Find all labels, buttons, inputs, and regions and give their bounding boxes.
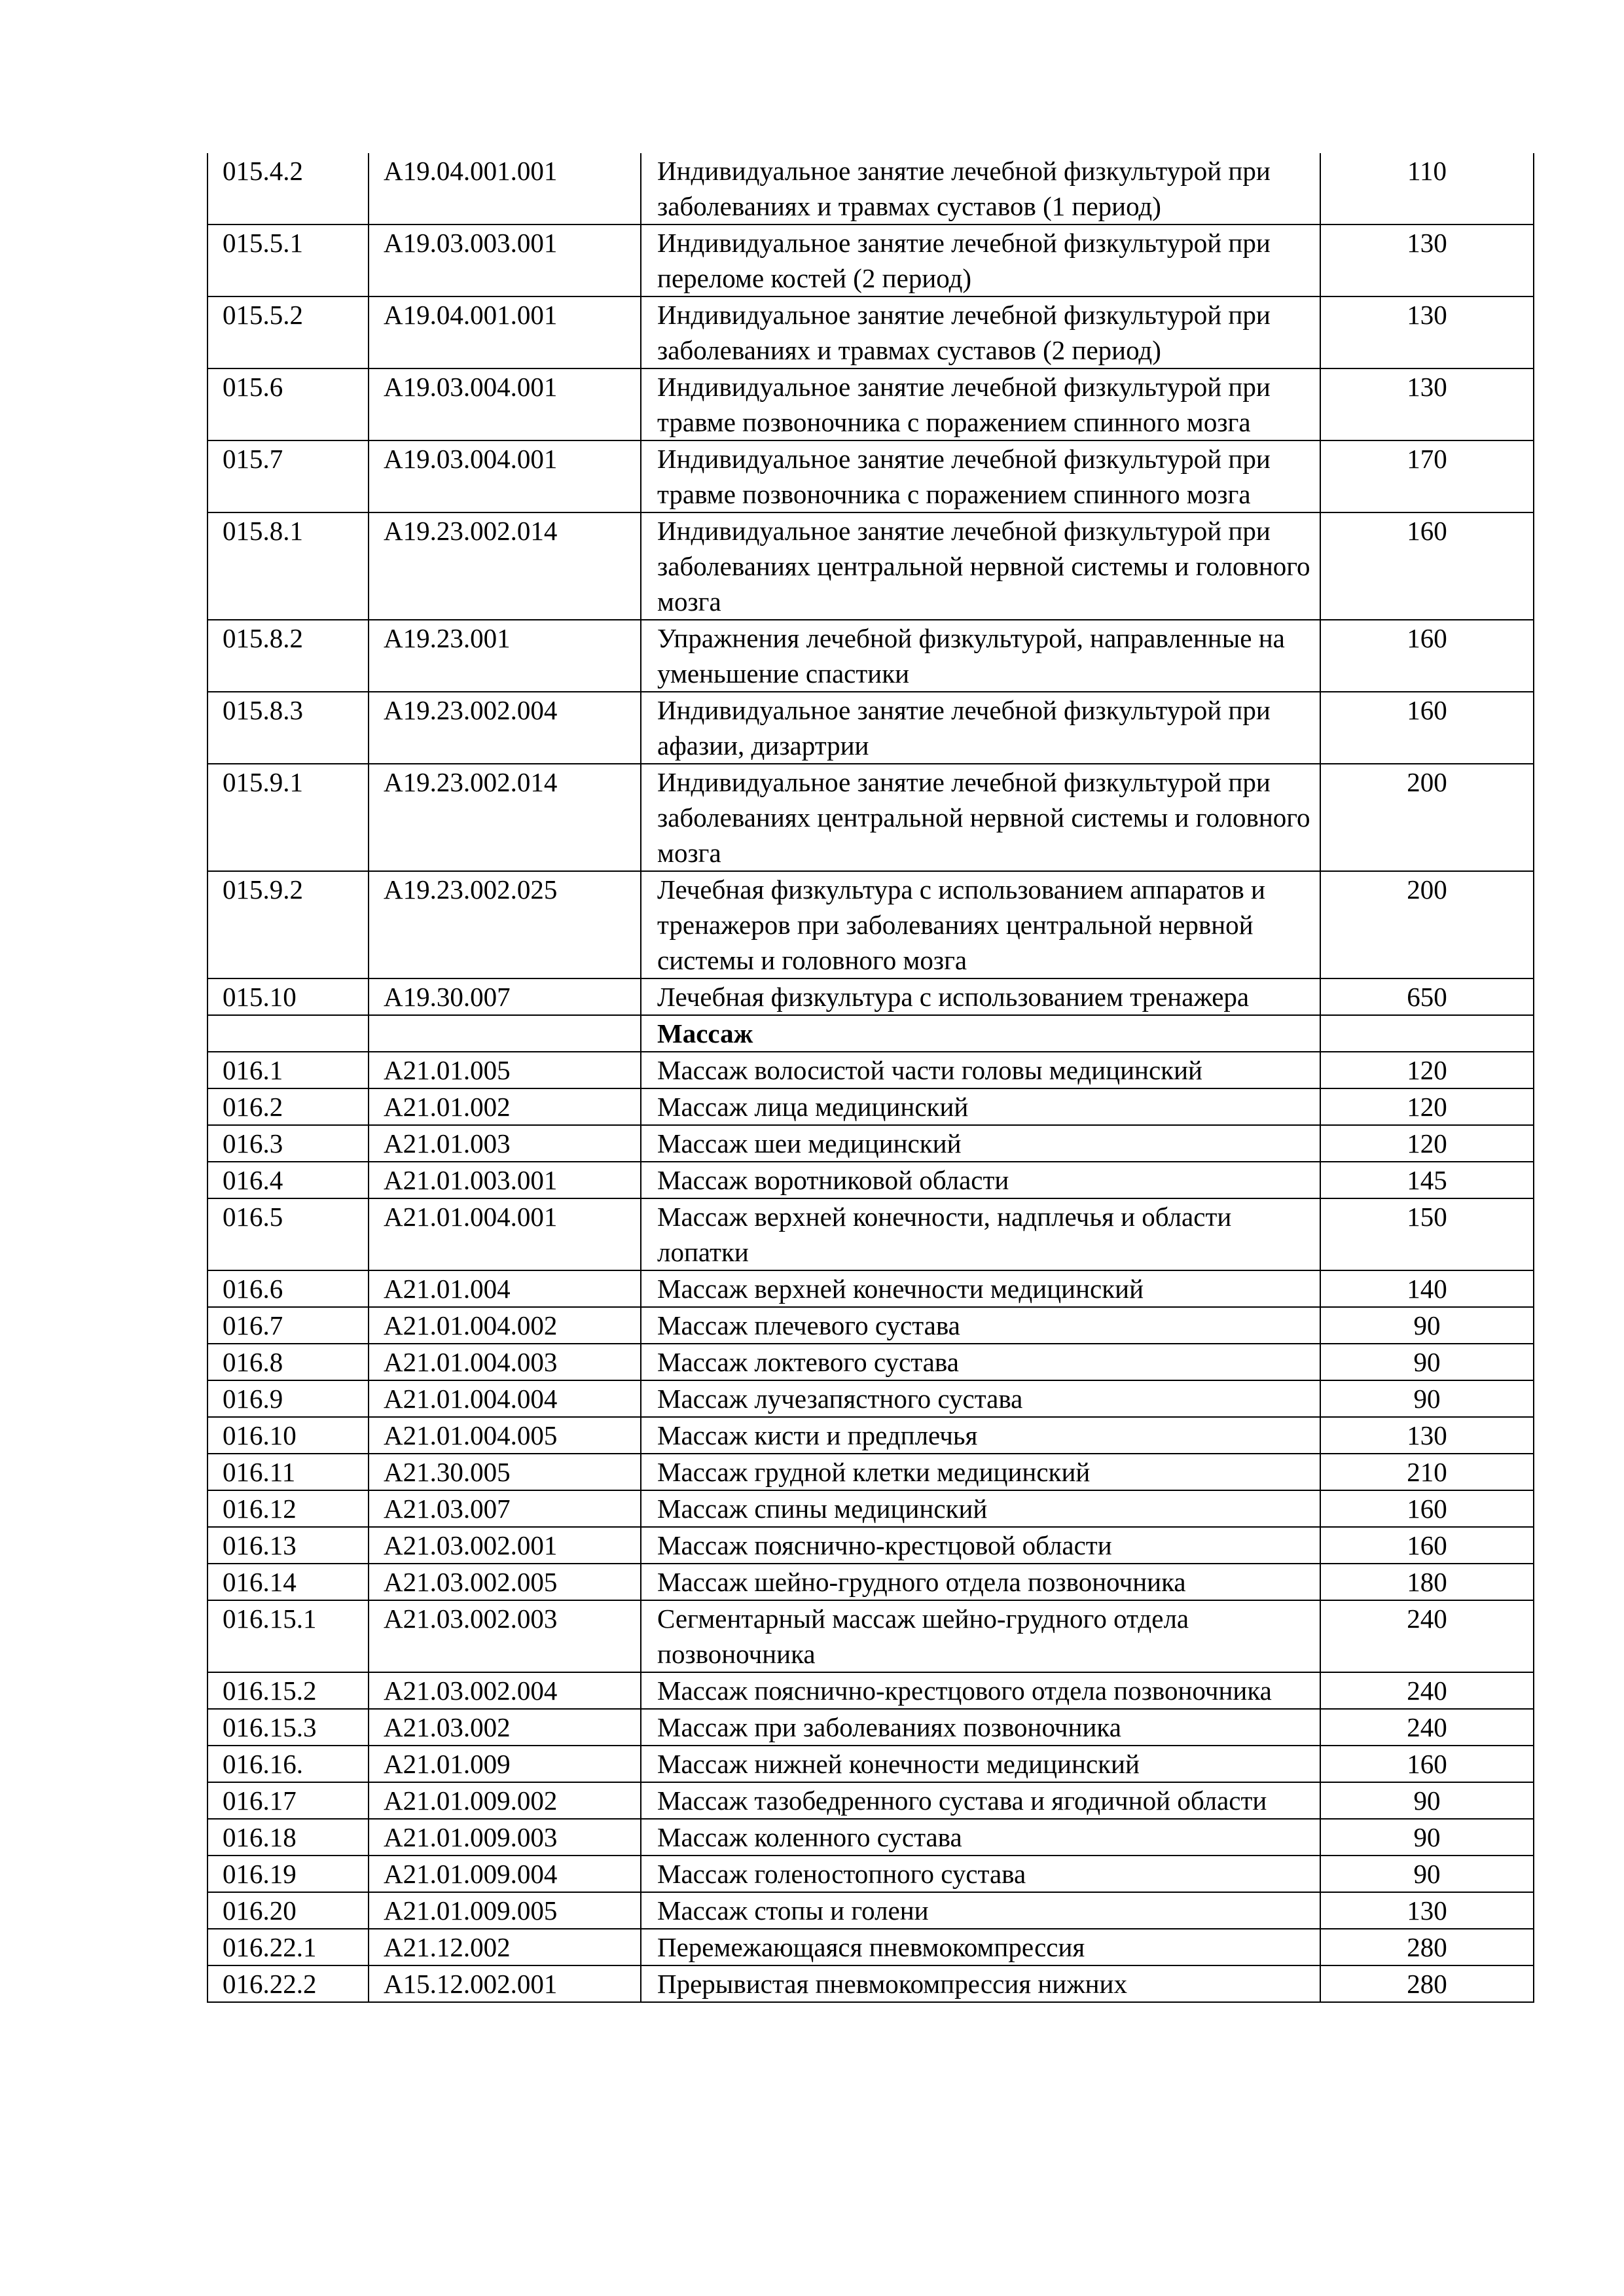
service-name-cell: Массаж грудной клетки медицинский [641,1454,1320,1490]
service-number-cell: 015.6 [208,368,369,440]
service-name-cell: Упражнения лечебной физкультурой, направленные на уменьшение спастики [641,620,1320,692]
service-name-cell: Массаж шейно-грудного отдела позвоночника [641,1564,1320,1600]
service-name-cell: Массаж тазобедренного сустава и ягодичной области [641,1782,1320,1819]
table-row [208,440,1534,512]
service-number-cell: 015.5.2 [208,296,369,368]
service-price-cell: 150 [1320,1198,1534,1270]
service-number-cell: 015.8.1 [208,512,369,620]
service-price-cell: 130 [1320,1892,1534,1929]
service-name-cell: Массаж лучезапястного сустава [641,1380,1320,1417]
service-number-cell: 016.18 [208,1819,369,1856]
service-number-cell: 016.8 [208,1344,369,1380]
service-price-cell: 160 [1320,1490,1534,1527]
service-price-cell: 280 [1320,1965,1534,2002]
service-code-cell: A21.01.009 [369,1746,641,1782]
service-name-cell: Индивидуальное занятие лечебной физкультурой при заболеваниях центральной нервной системы и головного мозга [641,512,1320,620]
service-number-cell: 015.10 [208,978,369,1015]
service-price-cell: 160 [1320,1746,1534,1782]
table-row [208,1709,1534,1746]
section-header-row [208,1015,1534,1052]
service-name-cell: Индивидуальное занятие лечебной физкультурой при переломе костей (2 период) [641,224,1320,296]
table-row [208,1600,1534,1672]
table-row [208,1125,1534,1162]
table-row [208,1270,1534,1307]
table-row [208,1929,1534,1965]
service-number-cell: 016.1 [208,1052,369,1088]
service-name-cell: Массаж верхней конечности, надплечья и области лопатки [641,1198,1320,1270]
service-code-cell: A19.03.004.001 [369,440,641,512]
table-row [208,1819,1534,1856]
service-name-cell: Массаж пояснично-крестцовой области [641,1527,1320,1564]
service-code-cell: A21.01.004.003 [369,1344,641,1380]
table-row [208,512,1534,620]
service-number-cell: 015.7 [208,440,369,512]
price-table-body [208,153,1534,2002]
service-price-cell: 90 [1320,1307,1534,1344]
table-row [208,764,1534,871]
service-name-cell: Массаж волосистой части головы медицинский [641,1052,1320,1088]
service-number-cell: 016.15.2 [208,1672,369,1709]
table-row [208,1198,1534,1270]
service-price-cell: 90 [1320,1380,1534,1417]
service-name-cell: Массаж спины медицинский [641,1490,1320,1527]
service-number-cell: 015.4.2 [208,153,369,224]
service-code-cell: A21.01.005 [369,1052,641,1088]
service-price-cell: 110 [1320,153,1534,224]
table-row [208,1672,1534,1709]
service-price-cell: 240 [1320,1600,1534,1672]
service-price-cell: 90 [1320,1782,1534,1819]
service-name-cell: Индивидуальное занятие лечебной физкультурой при травме позвоночника с поражением спинного мозга [641,368,1320,440]
service-number-cell: 016.6 [208,1270,369,1307]
service-price-cell: 650 [1320,978,1534,1015]
service-number-cell: 016.17 [208,1782,369,1819]
service-code-cell: A19.04.001.001 [369,296,641,368]
service-price-cell [1320,1015,1534,1052]
service-price-cell: 200 [1320,764,1534,871]
service-name-cell: Массаж локтевого сустава [641,1344,1320,1380]
table-row [208,224,1534,296]
service-name-cell: Массаж воротниковой области [641,1162,1320,1198]
service-name-cell: Массаж при заболеваниях позвоночника [641,1709,1320,1746]
service-name-cell: Индивидуальное занятие лечебной физкультурой при заболеваниях центральной нервной системы и головного мозга [641,764,1320,871]
service-code-cell: A21.03.002.003 [369,1600,641,1672]
service-code-cell: A15.12.002.001 [369,1965,641,2002]
service-number-cell: 015.5.1 [208,224,369,296]
service-code-cell: A21.01.009.004 [369,1856,641,1892]
section-title: Массаж [641,1015,1320,1052]
table-row [208,296,1534,368]
service-code-cell: A21.12.002 [369,1929,641,1965]
service-number-cell: 016.16. [208,1746,369,1782]
service-number-cell: 016.12 [208,1490,369,1527]
table-row [208,871,1534,978]
service-code-cell [369,1015,641,1052]
service-code-cell: A19.03.004.001 [369,368,641,440]
service-price-cell: 160 [1320,620,1534,692]
service-name-cell: Массаж пояснично-крестцового отдела позвоночника [641,1672,1320,1709]
service-code-cell: A21.03.002 [369,1709,641,1746]
service-number-cell: 016.15.1 [208,1600,369,1672]
service-name-cell: Сегментарный массаж шейно-грудного отдела позвоночника [641,1600,1320,1672]
service-number-cell: 015.9.2 [208,871,369,978]
service-code-cell: A19.03.003.001 [369,224,641,296]
table-row [208,1490,1534,1527]
service-name-cell: Индивидуальное занятие лечебной физкультурой при травме позвоночника с поражением спинного мозга [641,440,1320,512]
service-name-cell: Лечебная физкультура с использованием аппаратов и тренажеров при заболеваниях центральной нервной системы и головного мозга [641,871,1320,978]
service-code-cell: A21.01.004.002 [369,1307,641,1344]
service-code-cell: A19.04.001.001 [369,153,641,224]
service-price-cell: 130 [1320,296,1534,368]
service-code-cell: A21.03.002.005 [369,1564,641,1600]
service-number-cell: 016.20 [208,1892,369,1929]
service-price-cell: 90 [1320,1344,1534,1380]
service-name-cell: Массаж стопы и голени [641,1892,1320,1929]
service-number-cell: 016.22.2 [208,1965,369,2002]
service-code-cell: A19.23.002.014 [369,512,641,620]
service-name-cell: Индивидуальное занятие лечебной физкультурой при заболеваниях и травмах суставов (1 период) [641,153,1320,224]
service-price-cell: 240 [1320,1672,1534,1709]
service-code-cell: A21.30.005 [369,1454,641,1490]
service-number-cell: 016.15.3 [208,1709,369,1746]
table-row [208,1052,1534,1088]
service-name-cell: Массаж плечевого сустава [641,1307,1320,1344]
service-number-cell: 016.4 [208,1162,369,1198]
service-number-cell: 016.7 [208,1307,369,1344]
service-name-cell: Массаж нижней конечности медицинский [641,1746,1320,1782]
service-code-cell: A21.01.004.004 [369,1380,641,1417]
table-row [208,620,1534,692]
table-row [208,692,1534,764]
service-number-cell: 016.5 [208,1198,369,1270]
service-name-cell: Лечебная физкультура с использованием тренажера [641,978,1320,1015]
service-name-cell: Массаж шеи медицинский [641,1125,1320,1162]
service-name-cell: Массаж голеностопного сустава [641,1856,1320,1892]
service-name-cell: Индивидуальное занятие лечебной физкультурой при афазии, дизартрии [641,692,1320,764]
service-price-cell: 170 [1320,440,1534,512]
service-price-cell: 130 [1320,224,1534,296]
service-number-cell: 016.13 [208,1527,369,1564]
service-name-cell: Массаж верхней конечности медицинский [641,1270,1320,1307]
service-name-cell: Массаж кисти и предплечья [641,1417,1320,1454]
service-code-cell: A21.03.002.004 [369,1672,641,1709]
service-code-cell: A21.01.009.005 [369,1892,641,1929]
service-code-cell: A21.01.004.001 [369,1198,641,1270]
service-price-cell: 160 [1320,512,1534,620]
service-price-cell: 130 [1320,1417,1534,1454]
service-number-cell: 016.19 [208,1856,369,1892]
table-row [208,1856,1534,1892]
table-row [208,153,1534,224]
service-price-cell: 120 [1320,1052,1534,1088]
service-name-cell: Прерывистая пневмокомпрессия нижних [641,1965,1320,2002]
service-number-cell: 016.10 [208,1417,369,1454]
table-row [208,1162,1534,1198]
table-row [208,1380,1534,1417]
service-price-cell: 120 [1320,1088,1534,1125]
service-code-cell: A19.23.001 [369,620,641,692]
table-row [208,1454,1534,1490]
table-row [208,1746,1534,1782]
service-code-cell: A21.03.002.001 [369,1527,641,1564]
service-price-cell: 90 [1320,1856,1534,1892]
service-number-cell: 015.8.3 [208,692,369,764]
service-number-cell: 016.22.1 [208,1929,369,1965]
service-code-cell: A21.01.004 [369,1270,641,1307]
service-number-cell: 016.3 [208,1125,369,1162]
service-number-cell: 016.14 [208,1564,369,1600]
table-row [208,1965,1534,2002]
table-row [208,1417,1534,1454]
service-code-cell: A19.23.002.004 [369,692,641,764]
service-price-cell: 210 [1320,1454,1534,1490]
service-code-cell: A21.01.003.001 [369,1162,641,1198]
service-number-cell: 015.8.2 [208,620,369,692]
service-code-cell: A21.01.009.003 [369,1819,641,1856]
service-number-cell: 016.9 [208,1380,369,1417]
service-code-cell: A21.01.003 [369,1125,641,1162]
service-number-cell [208,1015,369,1052]
service-name-cell: Индивидуальное занятие лечебной физкультурой при заболеваниях и травмах суставов (2 период) [641,296,1320,368]
service-code-cell: A21.01.002 [369,1088,641,1125]
service-code-cell: A19.23.002.014 [369,764,641,871]
service-price-cell: 90 [1320,1819,1534,1856]
service-price-cell: 140 [1320,1270,1534,1307]
service-code-cell: A21.01.009.002 [369,1782,641,1819]
table-row [208,368,1534,440]
service-price-cell: 200 [1320,871,1534,978]
service-price-cell: 160 [1320,692,1534,764]
table-row [208,1344,1534,1380]
service-code-cell: A21.03.007 [369,1490,641,1527]
table-row [208,1307,1534,1344]
service-name-cell: Массаж лица медицинский [641,1088,1320,1125]
table-row [208,1892,1534,1929]
service-price-cell: 145 [1320,1162,1534,1198]
service-number-cell: 016.2 [208,1088,369,1125]
service-price-cell: 130 [1320,368,1534,440]
table-row [208,1782,1534,1819]
table-row [208,1088,1534,1125]
table-row [208,978,1534,1015]
service-code-cell: A19.23.002.025 [369,871,641,978]
service-price-cell: 240 [1320,1709,1534,1746]
service-price-cell: 280 [1320,1929,1534,1965]
table-row [208,1527,1534,1564]
service-price-cell: 160 [1320,1527,1534,1564]
service-price-cell: 120 [1320,1125,1534,1162]
table-row [208,1564,1534,1600]
service-code-cell: A19.30.007 [369,978,641,1015]
service-name-cell: Массаж коленного сустава [641,1819,1320,1856]
price-table [207,153,1534,2003]
service-name-cell: Перемежающаяся пневмокомпрессия [641,1929,1320,1965]
service-code-cell: A21.01.004.005 [369,1417,641,1454]
service-number-cell: 016.11 [208,1454,369,1490]
service-price-cell: 180 [1320,1564,1534,1600]
service-number-cell: 015.9.1 [208,764,369,871]
